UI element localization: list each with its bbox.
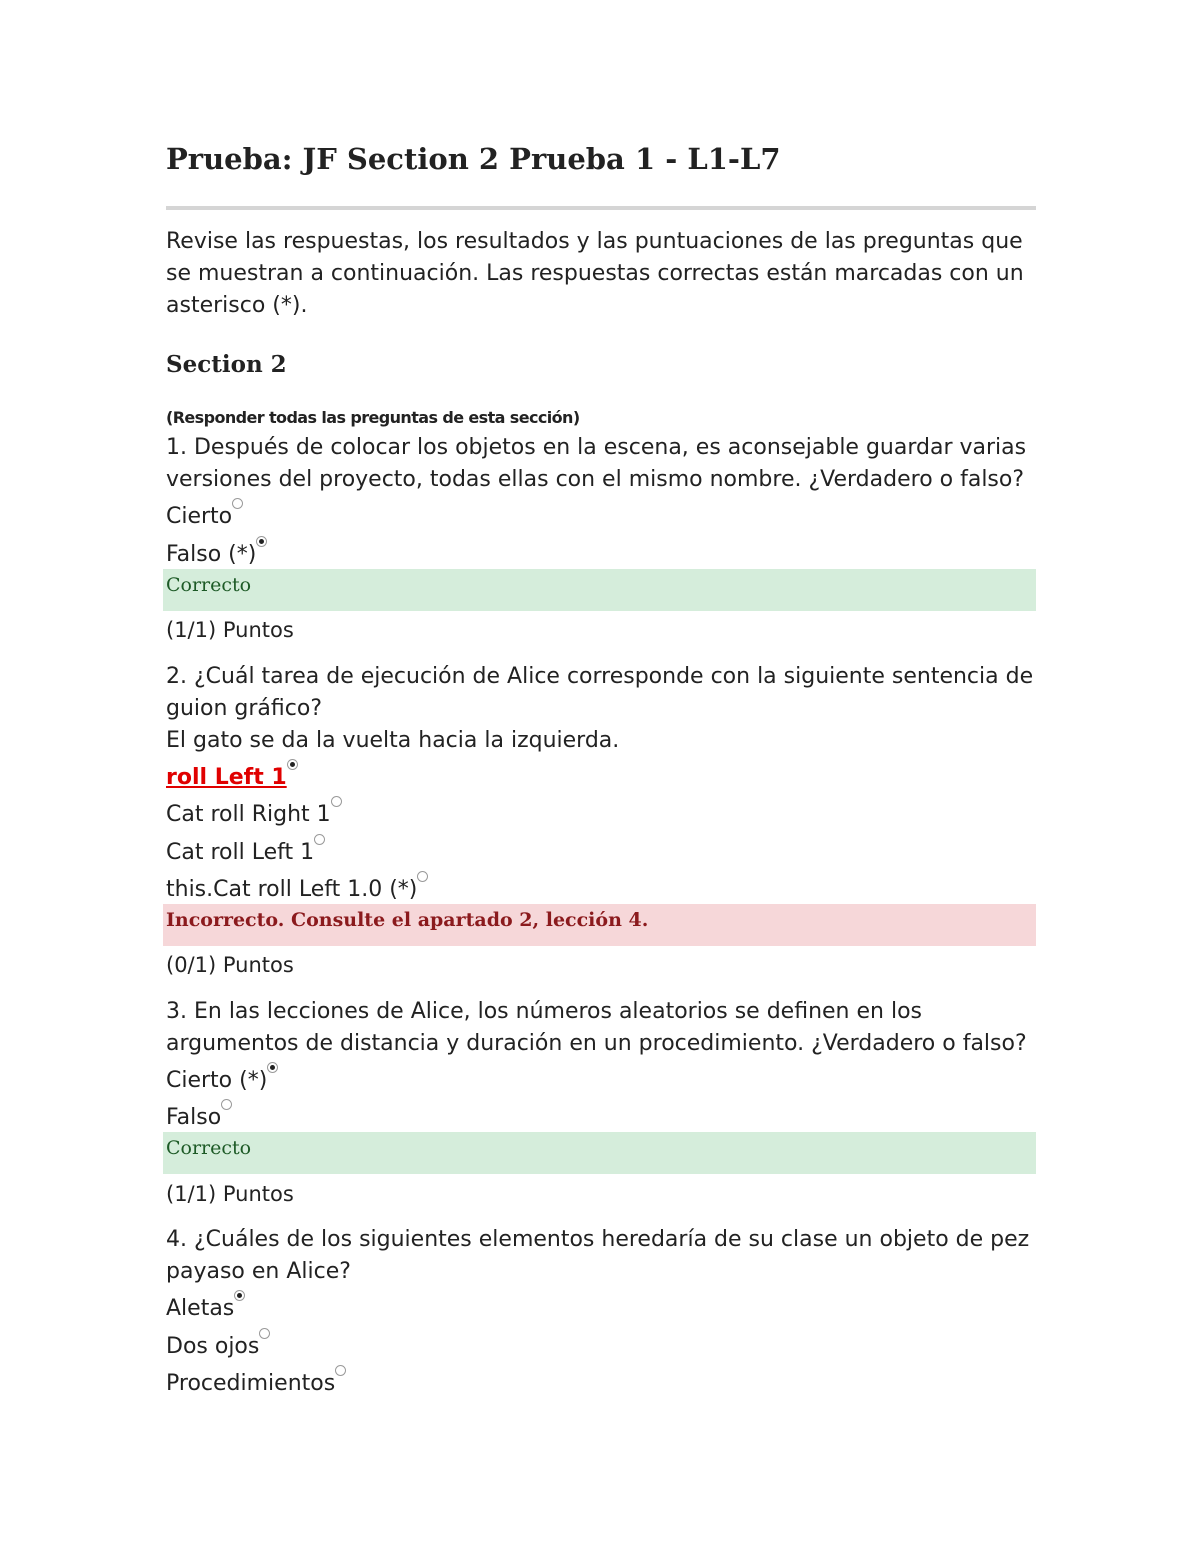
option-label: Procedimientos [166, 1371, 336, 1396]
result-correct: Correcto [163, 569, 1036, 611]
answer-option[interactable] [166, 1368, 346, 1400]
title-divider [166, 206, 1036, 210]
section-instructions: (Responder todas las preguntas de esta sección) [166, 408, 580, 427]
question-text: payaso en Alice? [166, 1259, 351, 1284]
question-text: 4. ¿Cuáles de los siguientes elementos heredaría de su clase un objeto de pez [166, 1227, 1030, 1252]
option-label: Falso [166, 1105, 222, 1130]
option-label: Cierto [166, 504, 233, 529]
radio-selected-icon[interactable] [267, 1062, 278, 1073]
answer-option[interactable] [166, 501, 243, 533]
radio-selected-icon[interactable] [287, 759, 298, 770]
answer-option[interactable] [166, 1065, 278, 1097]
answer-option[interactable] [166, 539, 267, 571]
question-text: 1. Después de colocar los objetos en la escena, es aconsejable guardar varias [166, 435, 1027, 460]
points-score: (1/1) Puntos [166, 618, 294, 642]
radio-unselected-icon[interactable] [314, 834, 325, 845]
answer-option[interactable] [166, 874, 428, 906]
intro-text: Revise las respuestas, los resultados y las puntuaciones de las preguntas que se muestran a continuación. Las respuestas correctas están marcadas con un asterisco (*). [166, 229, 1024, 318]
radio-unselected-icon[interactable] [232, 498, 243, 509]
option-label: Aletas [166, 1296, 235, 1321]
answer-option[interactable] [166, 1102, 232, 1134]
answer-option[interactable] [166, 799, 342, 831]
answer-option[interactable] [166, 762, 298, 794]
radio-selected-icon[interactable] [234, 1290, 245, 1301]
question-text: 2. ¿Cuál tarea de ejecución de Alice corresponde con la siguiente sentencia de [166, 664, 1034, 689]
option-label: Cat roll Left 1 [166, 840, 315, 865]
question-text: 3. En las lecciones de Alice, los números aleatorios se definen en los [166, 999, 922, 1024]
page-title: Prueba: JF Section 2 Prueba 1 - L1-L7 [166, 142, 781, 176]
answer-option[interactable] [166, 1331, 270, 1363]
answer-option[interactable] [166, 837, 325, 869]
answer-option[interactable] [166, 1293, 245, 1325]
question-text: argumentos de distancia y duración en un procedimiento. ¿Verdadero o falso? [166, 1031, 1027, 1056]
option-label: Cat roll Right 1 [166, 802, 331, 827]
radio-unselected-icon[interactable] [259, 1328, 270, 1339]
points-score: (0/1) Puntos [166, 953, 294, 977]
question-text: versiones del proyecto, todas ellas con el mismo nombre. ¿Verdadero o falso? [166, 467, 1025, 492]
radio-unselected-icon[interactable] [335, 1365, 346, 1376]
option-label-selected-wrong: roll Left 1 [166, 765, 287, 790]
question-text: El gato se da la vuelta hacia la izquierda. [166, 728, 620, 753]
points-score: (1/1) Puntos [166, 1182, 294, 1206]
result-correct: Correcto [163, 1132, 1036, 1174]
option-label: Falso (*) [166, 542, 257, 567]
option-label: Cierto (*) [166, 1068, 268, 1093]
result-incorrect: Incorrecto. Consulte el apartado 2, lección 4. [163, 904, 1036, 946]
question-text: guion gráfico? [166, 696, 322, 721]
section-title: Section 2 [166, 351, 287, 378]
radio-unselected-icon[interactable] [417, 871, 428, 882]
radio-selected-icon[interactable] [256, 536, 267, 547]
option-label: this.Cat roll Left 1.0 (*) [166, 877, 418, 902]
radio-unselected-icon[interactable] [221, 1099, 232, 1110]
option-label: Dos ojos [166, 1334, 260, 1359]
radio-unselected-icon[interactable] [331, 796, 342, 807]
